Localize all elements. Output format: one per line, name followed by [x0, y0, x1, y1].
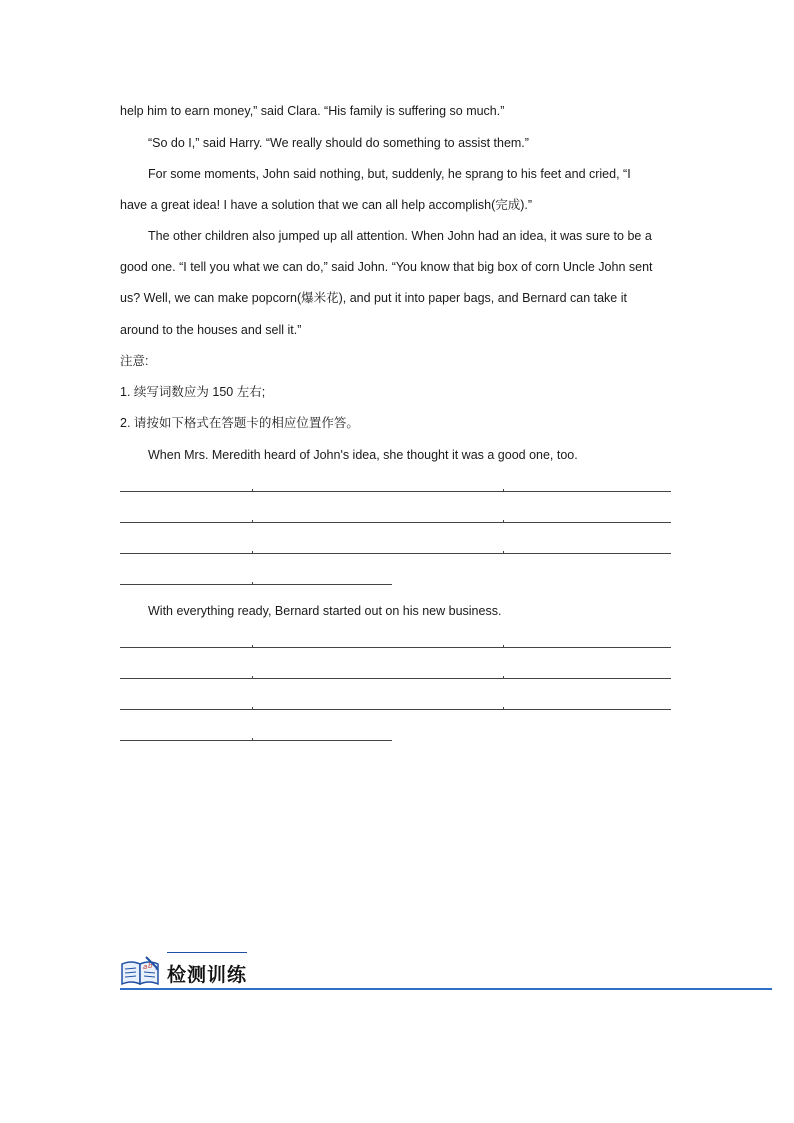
line-tick — [503, 489, 504, 492]
continuation-opening: When Mrs. Meredith heard of John's idea, she thought it was a good one, too. — [148, 448, 578, 462]
passage-line: good one. “I tell you what we can do,” said John. “You know that big box of corn Uncle John sent — [120, 260, 653, 274]
header-bottom-rule — [120, 988, 772, 990]
continuation-opening: With everything ready, Bernard started out on his new business. — [148, 604, 502, 618]
line-tick — [252, 551, 253, 554]
writing-line[interactable] — [120, 709, 671, 710]
passage-line: us? Well, we can make popcorn(爆米花), and put it into paper bags, and Bernard can take it — [120, 291, 627, 305]
line-tick — [503, 551, 504, 554]
line-tick — [252, 738, 253, 741]
section-header — [120, 950, 772, 992]
line-tick — [503, 520, 504, 523]
svg-text:b: b — [148, 962, 153, 970]
passage-line: “So do I,” said Harry. “We really should do something to assist them.” — [148, 136, 529, 150]
writing-line[interactable] — [120, 740, 392, 741]
note-item: 1. 续写词数应为 150 左右; — [120, 385, 266, 399]
line-tick — [252, 520, 253, 523]
book-icon — [120, 954, 160, 988]
writing-line[interactable] — [120, 678, 671, 679]
writing-line[interactable] — [120, 584, 392, 585]
line-tick — [252, 707, 253, 710]
line-tick — [503, 645, 504, 648]
writing-line[interactable] — [120, 491, 671, 492]
line-tick — [503, 676, 504, 679]
line-tick — [252, 676, 253, 679]
passage-line: have a great idea! I have a solution that we can all help accomplish(完成).” — [120, 198, 533, 212]
passage-line: The other children also jumped up all attention. When John had an idea, it was sure to be a — [148, 229, 652, 243]
passage-line: For some moments, John said nothing, but, suddenly, he sprang to his feet and cried, “I — [148, 167, 631, 181]
passage-line: help him to earn money,” said Clara. “His family is suffering so much.” — [120, 104, 505, 118]
line-tick — [252, 582, 253, 585]
header-top-rule — [167, 952, 247, 953]
writing-line[interactable] — [120, 522, 671, 523]
svg-text:a: a — [143, 963, 148, 971]
note-item: 2. 请按如下格式在答题卡的相应位置作答。 — [120, 416, 359, 430]
passage-line: around to the houses and sell it.” — [120, 323, 302, 337]
line-tick — [503, 707, 504, 710]
section-title: 检测训练 — [167, 964, 248, 986]
line-tick — [252, 489, 253, 492]
writing-line[interactable] — [120, 647, 671, 648]
line-tick — [252, 645, 253, 648]
notes-heading: 注意: — [120, 354, 149, 368]
writing-line[interactable] — [120, 553, 671, 554]
